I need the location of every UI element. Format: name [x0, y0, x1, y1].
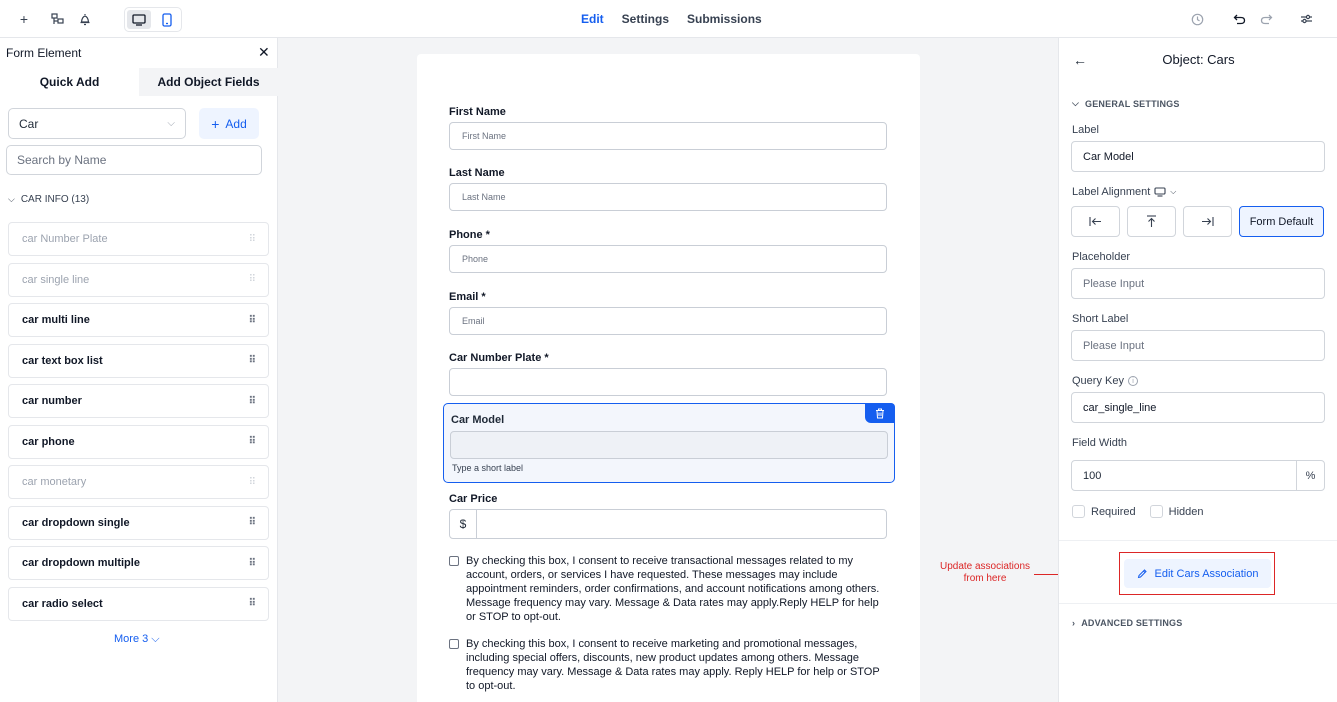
- bell-icon[interactable]: [75, 9, 95, 29]
- more-fields-link[interactable]: More 3 ⌵: [114, 633, 160, 645]
- plus-icon: +: [211, 115, 220, 132]
- drag-handle-icon: ⠿: [248, 233, 255, 245]
- plus-icon[interactable]: +: [19, 11, 29, 27]
- tab-edit[interactable]: Edit: [581, 12, 604, 26]
- car-number-plate-input[interactable]: [449, 368, 887, 396]
- divider: [1059, 603, 1337, 604]
- drag-handle-icon: ⠿: [248, 274, 255, 285]
- mobile-icon: [162, 13, 172, 27]
- field-car-model-selected[interactable]: [443, 403, 895, 483]
- align-right-button[interactable]: [1183, 206, 1232, 237]
- chevron-down-icon: ⌵: [1170, 187, 1177, 196]
- last-name-input[interactable]: Last Name: [449, 183, 887, 211]
- align-left-button[interactable]: [1071, 206, 1120, 237]
- drag-handle-icon[interactable]: ⠿: [248, 598, 255, 609]
- field-item-label: car multi line: [22, 314, 90, 326]
- field-item: [8, 263, 269, 297]
- field-item-label: car radio select: [22, 597, 103, 610]
- chevron-right-icon: ›: [1072, 618, 1076, 628]
- field-label: Last Name: [449, 167, 505, 179]
- align-left-icon: [1089, 216, 1102, 227]
- field-item[interactable]: [8, 425, 269, 459]
- drag-handle-icon[interactable]: ⠿: [248, 557, 255, 569]
- history-icon[interactable]: [1187, 9, 1207, 29]
- field-label: Phone *: [449, 229, 490, 241]
- query-key-label: Query Key i: [1072, 375, 1138, 387]
- redo-icon[interactable]: [1256, 9, 1276, 29]
- properties-panel: [1058, 38, 1337, 702]
- car-price-input[interactable]: [449, 509, 887, 539]
- field-list: [8, 222, 269, 627]
- consent-transactional[interactable]: [449, 554, 889, 624]
- tab-settings[interactable]: Settings: [621, 12, 670, 26]
- object-select-value: Car: [19, 116, 39, 131]
- desktop-view-button[interactable]: [127, 10, 151, 29]
- panel-title: Form Element: [6, 46, 82, 60]
- align-form-default-button[interactable]: Form Default: [1239, 206, 1324, 237]
- general-settings-header[interactable]: [1072, 98, 1180, 109]
- label-alignment-label: Label Alignment ⌵: [1072, 186, 1177, 198]
- edit-association-button[interactable]: [1124, 559, 1271, 588]
- placeholder-input[interactable]: Please Input: [1071, 268, 1325, 299]
- tab-quick-add[interactable]: Quick Add: [39, 75, 100, 89]
- align-top-icon: [1146, 215, 1157, 228]
- trash-icon: [875, 408, 885, 419]
- field-item-label: car dropdown single: [22, 516, 130, 529]
- consent-checkbox[interactable]: [449, 639, 459, 649]
- section-label: GENERAL SETTINGS: [1085, 98, 1180, 109]
- field-email[interactable]: [449, 291, 887, 335]
- add-label: Add: [225, 116, 247, 131]
- field-width-unit: %: [1296, 461, 1324, 490]
- field-label: Email *: [449, 291, 486, 303]
- form-element-panel: [0, 38, 278, 702]
- add-object-button[interactable]: [199, 108, 259, 139]
- field-width-value[interactable]: 100: [1083, 469, 1102, 482]
- short-label-label: Short Label: [1072, 313, 1129, 325]
- field-item-label: car dropdown multiple: [22, 557, 140, 569]
- email-input[interactable]: Email: [449, 307, 887, 335]
- divider: [1059, 540, 1337, 541]
- hidden-checkbox[interactable]: Hidden: [1150, 505, 1204, 518]
- query-key-input[interactable]: car_single_line: [1071, 392, 1325, 423]
- form-canvas: [417, 54, 920, 702]
- desktop-icon: [132, 14, 146, 26]
- short-label-input[interactable]: Please Input: [1071, 330, 1325, 361]
- sliders-icon[interactable]: [1296, 9, 1316, 29]
- drag-handle-icon[interactable]: ⠿: [248, 517, 255, 528]
- field-last-name[interactable]: [449, 167, 887, 211]
- field-item: [8, 465, 269, 499]
- top-bar: [0, 0, 1337, 38]
- label-field-label: Label: [1072, 124, 1099, 136]
- field-car-number-plate[interactable]: [449, 352, 887, 396]
- button-label: Edit Cars Association: [1154, 567, 1259, 580]
- pencil-icon: [1137, 568, 1148, 579]
- consent-text: By checking this box, I consent to receive transactional messages related to my account, orders, or services I have requested. These messages may include appointment reminders, order confirmations, and account notifications among others. Message frequency may vary. Message & Data rates may apply.Reply HELP for help or STOP to opt-out.: [466, 555, 880, 623]
- field-label: Car Model: [451, 414, 505, 426]
- field-label: First Name: [449, 106, 506, 118]
- drag-handle-icon[interactable]: ⠿: [248, 395, 255, 407]
- field-item-label: car Number Plate: [22, 233, 108, 245]
- delete-field-button[interactable]: [865, 403, 895, 423]
- drag-handle-icon[interactable]: ⠿: [248, 355, 255, 366]
- tab-submissions[interactable]: Submissions: [687, 12, 762, 26]
- label-alignment-options: [1071, 206, 1324, 237]
- panel-title: Object: Cars: [1162, 52, 1235, 67]
- field-options: [1072, 505, 1204, 518]
- layers-icon[interactable]: [47, 9, 67, 29]
- field-item-label: car text box list: [22, 354, 103, 367]
- drag-handle-icon: ⠿: [248, 476, 255, 488]
- field-label: Car Number Plate *: [449, 352, 549, 364]
- chevron-down-icon: ⌵: [8, 194, 15, 204]
- close-icon[interactable]: ✕: [258, 44, 270, 60]
- align-top-button[interactable]: [1127, 206, 1176, 237]
- currency-prefix: $: [450, 510, 477, 538]
- required-checkbox[interactable]: Required: [1072, 505, 1136, 518]
- tab-add-object-fields[interactable]: Add Object Fields: [139, 68, 278, 96]
- top-tabs: [581, 12, 762, 26]
- car-model-input[interactable]: [450, 431, 888, 459]
- field-item[interactable]: [8, 546, 269, 580]
- annotation-text: Update associations from here: [939, 561, 1031, 584]
- back-arrow-icon[interactable]: ←: [1073, 52, 1087, 68]
- field-item[interactable]: [8, 303, 269, 337]
- chevron-down-icon: ⌵: [167, 118, 175, 129]
- field-car-price[interactable]: [449, 493, 887, 539]
- field-item[interactable]: [8, 506, 269, 540]
- field-item[interactable]: [8, 384, 269, 418]
- field-item-label: car monetary: [22, 476, 87, 488]
- section-label: ADVANCED SETTINGS: [1081, 618, 1183, 628]
- field-item-label: car phone: [22, 435, 75, 448]
- field-item[interactable]: [8, 587, 269, 621]
- chevron-down-icon: ⌵: [1072, 98, 1080, 108]
- group-header-car-info[interactable]: [8, 194, 89, 205]
- field-width-label: Field Width: [1072, 437, 1128, 449]
- field-width-input[interactable]: [1071, 460, 1325, 491]
- group-label: CAR INFO (13): [20, 194, 90, 205]
- panel-tabs: [0, 68, 278, 96]
- field-phone[interactable]: [449, 229, 887, 273]
- mobile-view-button[interactable]: [155, 10, 179, 29]
- object-select[interactable]: [8, 108, 186, 139]
- device-toggle: [124, 7, 182, 32]
- short-label-text: Type a short label: [452, 463, 524, 473]
- label-input[interactable]: Car Model: [1071, 141, 1325, 172]
- drag-handle-icon[interactable]: ⠿: [248, 314, 255, 326]
- desktop-icon: [1154, 187, 1166, 197]
- consent-checkbox[interactable]: [449, 556, 459, 566]
- info-icon[interactable]: i: [1128, 376, 1138, 386]
- align-right-icon: [1201, 216, 1214, 227]
- field-item-label: car single line: [22, 273, 90, 286]
- advanced-settings-header[interactable]: [1072, 618, 1182, 628]
- field-label: Car Price: [449, 493, 498, 505]
- field-item-label: car number: [22, 395, 82, 407]
- placeholder-label: Placeholder: [1072, 251, 1131, 263]
- first-name-input[interactable]: First Name: [449, 122, 887, 150]
- field-item: [8, 222, 269, 256]
- drag-handle-icon[interactable]: ⠿: [248, 436, 255, 447]
- search-input[interactable]: [6, 145, 262, 175]
- consent-marketing[interactable]: [449, 637, 889, 693]
- field-item[interactable]: [8, 344, 269, 378]
- field-first-name[interactable]: [449, 106, 887, 150]
- consent-text: By checking this box, I consent to receive marketing and promotional messages, including special offers, discounts, new product updates among others. Message frequency may vary. Message & Data rates may apply. Reply HELP for help or STOP to opt-out.: [466, 638, 880, 692]
- undo-icon[interactable]: [1229, 9, 1249, 29]
- phone-input[interactable]: Phone: [449, 245, 887, 273]
